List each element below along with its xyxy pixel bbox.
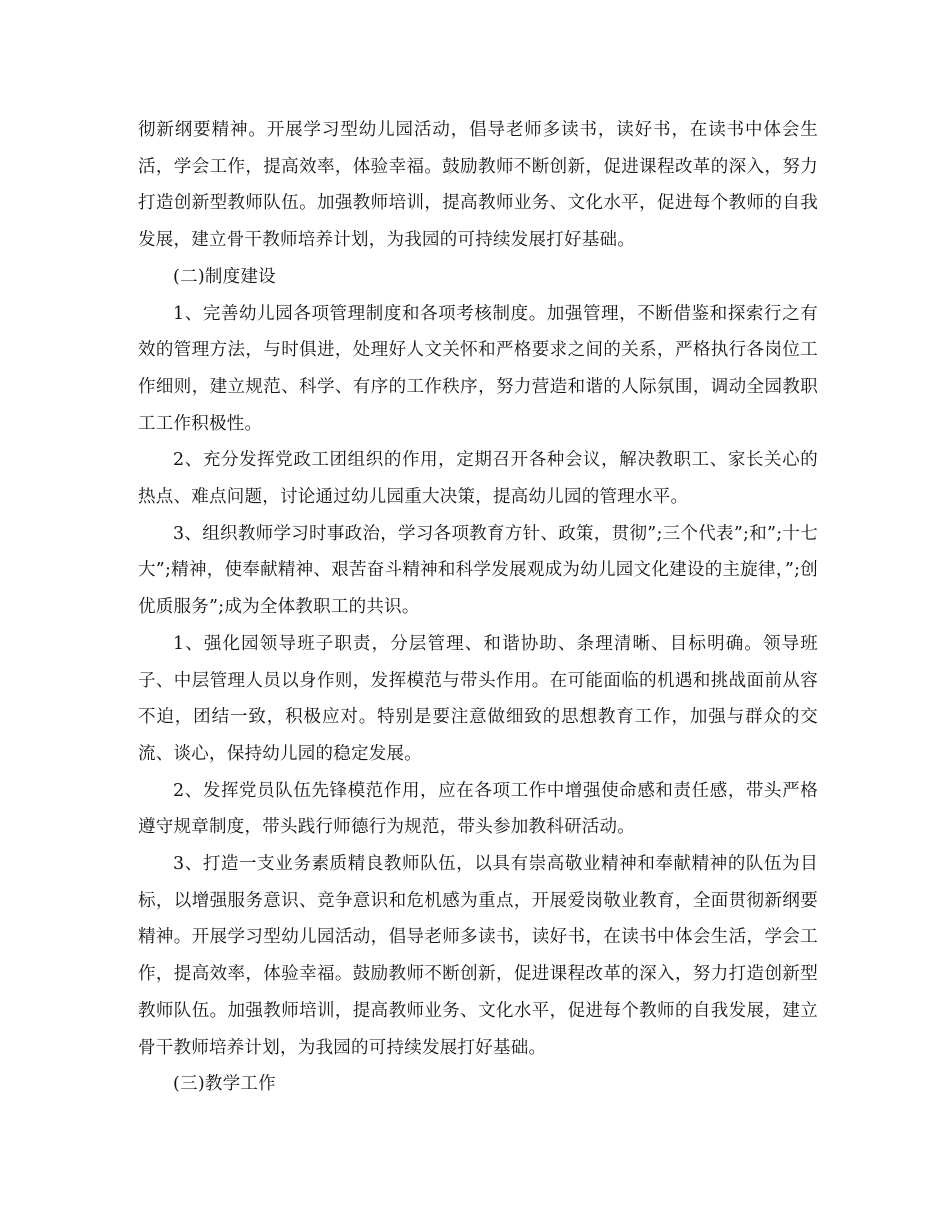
paragraph-continuation: 彻新纲要精神。开展学习型幼儿园活动，倡导老师多读书，读好书，在读书中体会生活，学会工作，提高效率，体验幸福。鼓励教师不断创新，促进课程改革的深入，努力打造创新型教师队伍。加强教师培训，提高教师业务、文化水平，促进每个教师的自我发展，建立骨干教师培养计划，为我园的可持续发展打好基础。 — [138, 120, 818, 251]
section-heading-institution-building: (二)制度建设 — [173, 266, 276, 287]
paragraph: 3、打造一支业务素质精良教师队伍，以具有崇高敬业精神和奉献精神的队伍为目标，以增强服务意识、竞争意识和危机感为重点，开展爱岗敬业教育，全面贯彻新纲要精神。开展学习型幼儿园活动，倡导老师多读书，读好书，在读书中体会生活，学会工作，提高效率，体验幸福。鼓励教师不断创新，促进课程改革的深入，努力打造创新型教师队伍。加强教师培训，提高教师业务、文化水平，促进每个教师的自我发展，建立骨干教师培养计划，为我园的可持续发展打好基础。 — [138, 854, 818, 1058]
paragraph: 1、完善幼儿园各项管理制度和各项考核制度。加强管理，不断借鉴和探索行之有效的管理方法，与时俱进，处理好人文关怀和严格要求之间的关系，严格执行各岗位工作细则，建立规范、科学、有序的工作秩序，努力营造和谐的人际氛围，调动全园教职工工作积极性。 — [138, 303, 818, 434]
paragraph: 2、发挥党员队伍先锋模范作用，应在各项工作中增强使命感和责任感，带头严格遵守规章制度，带头践行师德行为规范，带头参加教科研活动。 — [138, 780, 818, 838]
paragraph: 1、强化园领导班子职责，分层管理、和谐协助、条理清晰、目标明确。领导班子、中层管理人员以身作则，发挥模范与带头作用。在可能面临的机遇和挑战面前从容不迫，团结一致，积极应对。特别是要注意做细致的思想教育工作，加强与群众的交流、谈心，保持幼儿园的稳定发展。 — [138, 633, 818, 764]
paragraph: 3、组织教师学习时事政治，学习各项教育方针、政策，贯彻”;三个代表”;和”;十七大”;精神，使奉献精神、艰苦奋斗精神和科学发展观成为幼儿园文化建设的主旋律，”;创优质服务”;成为全体教职工的共识。 — [138, 523, 818, 618]
document-page — [138, 112, 818, 1103]
paragraph: 2、充分发挥党政工团组织的作用，定期召开各种会议，解决教职工、家长关心的热点、难点问题，讨论通过幼儿园重大决策，提高幼儿园的管理水平。 — [138, 450, 818, 508]
section-heading-teaching-work: (三)教学工作 — [173, 1074, 276, 1095]
